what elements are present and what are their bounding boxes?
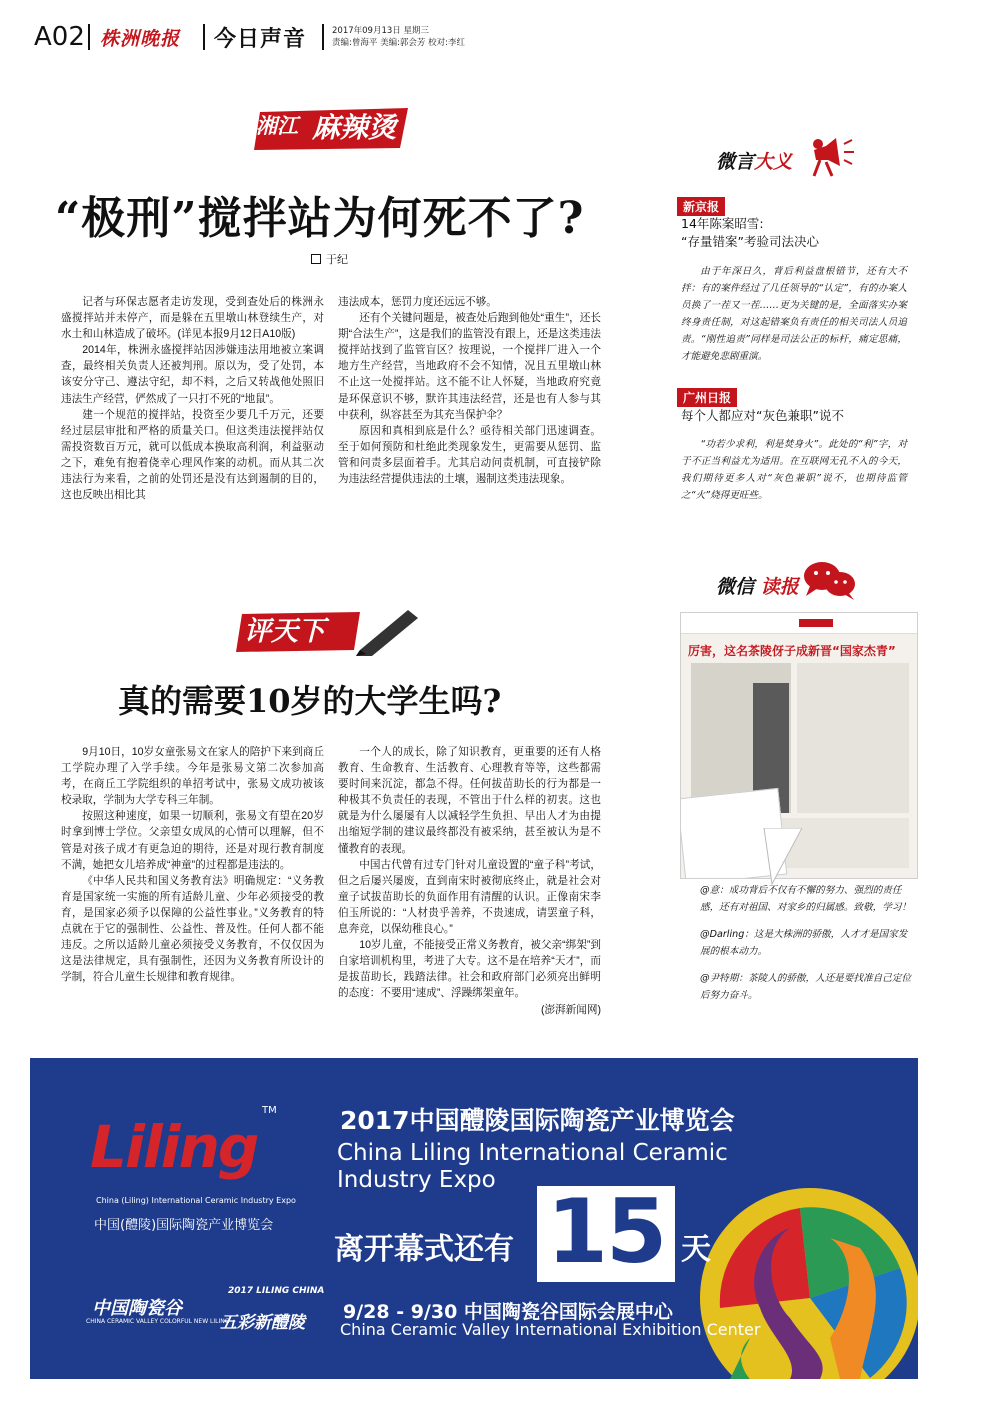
countdown-label: 离开幕式还有 [334, 1232, 514, 1267]
slogan: 五彩新醴陵 [220, 1313, 305, 1333]
reader-comments [700, 882, 912, 1014]
paragraph: 按照这种速度，如果一切顺利，张易文有望在20岁时拿到博士学位。父亲望女成凤的心情可以理解，但不管是对孩子成才有更急迫的期待，还是对现行教育制度不满，她把女儿培养成“神童”的过程都是违法的。 [61, 810, 324, 871]
comment: @意：成功背后不仅有不懈的努力、强烈的责任感，还有对祖国、对家乡的归属感。致敬，学习！ [700, 885, 912, 913]
paragraph: 9月10日，10岁女童张易文在家人的陪护下来到商丘工学院办理了入学手续。今年是张易文第二次参加高考，在商丘工学院组织的单招考试中，张易文成功被该校录取，学制为大学专科三年制。 [61, 746, 324, 807]
sidebar-title-b: 读报 [760, 576, 799, 598]
digest-body: 由于年深日久，背后利益盘根错节，还有大不拌：有的案件经过了几任领导的“认定”，有的办案人员换了一茬又一茬……更为关键的是，全面落实办案终身责任制，对这起错案负有责任的相关司法人员追责。“刚性追责”同样是司法公正的标杆，痛定思痛，才能避免悲剧重演。 [681, 266, 907, 362]
paragraph [338, 937, 601, 1016]
column-label: 评天下 [244, 616, 325, 647]
logo-chinese: 中国(醴陵)国际陶瓷产业博览会 [94, 1218, 274, 1233]
screenshot-tag [799, 619, 833, 627]
source-tag: 新京报 [677, 197, 725, 216]
logo-text: Liling [90, 1113, 258, 1181]
sidebar-title-a: 微言 [716, 151, 755, 173]
screenshot-headline: 厉害，这名茶陵伢子成新晋“国家杰青” [688, 644, 896, 658]
byline [311, 251, 348, 267]
sidebar-title-b: 大义 [754, 151, 793, 173]
countdown-unit: 天 [681, 1232, 711, 1267]
article-source: (澎湃新闻网) [540, 1003, 601, 1016]
paragraph: 一个人的成长，除了知识教育，更重要的还有人格教育、生命教育、生活教育、心理教育等等，这些都需要时间来沉淀，都急不得。任何拔苗助长的行为都是一种极其不负责任的表现，不管出于什么样的初衷。这也就是为什么屡屡有人以减轻学生负担、早出人才为由提出缩短学制的建议最终都没有被采纳，甚至被认为是不懂教育的表现。 [338, 746, 601, 855]
article-title: 真的需要10岁的大学生吗? [118, 682, 502, 720]
sidebar-title [716, 147, 792, 174]
paragraph-text: 10岁儿童，不能接受正常义务教育，被父亲“绑架”到自家培训机构里，考进了大专。这不是在培养“天才”，而是拔苗助长，践踏法律。社会和政府部门必须亮出鲜明的态度：不要用“速成”、浮躁绑架童年。 [338, 939, 601, 1000]
headline-line: “存量错案”考验司法决心 [681, 234, 819, 249]
expo-logo [90, 1113, 257, 1181]
expo-title-zh: 2017中国醴陵国际陶瓷产业博览会 [340, 1106, 735, 1135]
column-label-prefix: 湘江 [256, 114, 298, 138]
comment: @尹特期：茶陵人的骄傲，人还是要找准自己定位后努力奋斗。 [700, 973, 912, 1001]
slogan: 中国陶瓷谷 [92, 1298, 182, 1319]
issue-date: 2017年09月13日 星期三 [332, 26, 429, 36]
headline-line: 14年陈案昭雪: [681, 216, 764, 231]
header-divider [203, 24, 205, 50]
sidebar-title [716, 572, 799, 599]
paragraph: 还有个关键问题是，被查处后跑到他处“重生”，还长期“合法生产”，这是我们的监管没有跟上，还是这类违法搅拌站找到了监管盲区？按理说，一个搅拌厂进入一个地方生产经营，当地政府不会不知情，况且五里墩山林不止这一处搅拌站。这不能不让人怀疑，当地政府究竟是环保意识不够，默许其违法经营，还是也有人参与其中获利，纵容甚至为其充当保护伞？ [338, 312, 601, 421]
paragraph: 中国古代曾有过专门针对儿童设置的“童子科”考试，但之后屡兴屡废，直到南宋时被彻底终止，就是社会对童子试拔苗助长的负面作用有清醒的认识。正像南宋李伯玉所说的：“人材贵乎善养，不贵速成，请罢童子科，息奔竞，以保幼稚良心。” [338, 858, 601, 936]
screenshot-text-block [797, 663, 909, 813]
megaphone-icon [806, 136, 858, 182]
digest-headline [681, 215, 819, 251]
column-label: 麻辣烫 [312, 111, 397, 144]
source-tag: 广州日报 [677, 388, 737, 407]
newspaper-logo: 株洲晚报 [100, 28, 181, 50]
header-divider [322, 24, 324, 50]
digest-headline: 每个人都应对“灰色兼职”说不 [681, 408, 844, 423]
trademark: TM [262, 1105, 277, 1116]
paragraph: 2014年，株洲永盛搅拌站因涉嫌违法用地被立案调查，最终相关负责人还被判刑。原以为，受了处罚，本该安分守己、遵法守纪，却不料，之后又转战他处照旧违法生产经营，俨然成了一只打不死的“地鼠”。 [61, 344, 324, 405]
digest-body: “功若少求利，利是焚身火”。此处的“利”字，对于不正当利益尤为适用。在互联网无孔不入的今天，我们期待更多人对“灰色兼职”说不，也期待监管之“火”烧得更旺些。 [681, 439, 907, 501]
section-title: 今日声音 [214, 27, 307, 52]
expo-dates: 9/28 - 9/30 中国陶瓷谷国际会展中心 [343, 1301, 673, 1323]
article-column [61, 294, 324, 503]
expo-venue: China Ceramic Valley International Exhibition Center [340, 1320, 761, 1339]
article-title: “极刑”搅拌站为何死不了? [55, 193, 585, 244]
paragraph: 违法成本，惩罚力度还远远不够。 [338, 296, 497, 308]
paragraph: 《中华人民共和国义务教育法》明确规定：“义务教育是国家统一实施的所有适龄儿童、少年必须接受的教育，是国家必须予以保障的公益性事业。”义务教育的特点就在于它的强制性、公益性、普及性。任何人都不能违反。之所以适龄儿童必须接受义务教育，不仅仅因为这是法律规定，具有强制性，还因为义务教育所设计的学制，符合儿童生长规律和教育规律。 [61, 874, 324, 984]
logo-english: China (Liling) International Ceramic Industry Expo [96, 1196, 296, 1205]
countdown-number: 15 [546, 1180, 666, 1283]
staff-credits: 责编:曾海平 美编:郭会芳 校对:李红 [332, 38, 465, 48]
sidebar-title-a: 微信 [716, 576, 755, 598]
article-column [338, 744, 601, 1018]
page-number: A02 [34, 22, 85, 52]
square-icon [311, 254, 321, 264]
header-divider [88, 24, 90, 50]
paragraph: 原因和真相到底是什么？亟待相关部门迅速调查。至于如何预防和杜绝此类现象发生，更需要从惩罚、监管和问责多层面着手。尤其启动问责机制，可直接铲除为违法经营提供违法的土壤，遏制这类违法现象。 [338, 424, 601, 486]
expo-title-en: Industry Expo [337, 1167, 496, 1193]
article-column [61, 744, 324, 985]
author: 于纪 [326, 253, 348, 266]
comment: @Darling：这是大株洲的骄傲，人才才是国家发展的根本动力。 [700, 929, 908, 957]
paragraph: 记者与环保志愿者走访发现，受到查处后的株洲永盛搅拌站并未停产，而是躲在五里墩山林登续生产，对水土和山林造成了破坏。(详见本报9月12日A10版) [61, 296, 324, 341]
article-column [338, 294, 601, 487]
slogan-english: CHINA CERAMIC VALLEY COLORFUL NEW LILING [86, 1318, 230, 1325]
expo-title-en: China Liling International Ceramic [337, 1140, 728, 1166]
paragraph: 建一个规范的搅拌站，投资至少要几千万元，还要经过层层审批和严格的质量关口。但这类违法搅拌站仅需投资数百万元，就可以低成本换取高利润，利益驱动之下，难免有抱着侥幸心理风作案的动机。而从其二次违法行为来看，之前的处罚还是没有达到遏制的目的，这也反映出相比其 [61, 408, 324, 502]
chat-bubble-icon [800, 558, 858, 606]
slogan-year: 2017 LILING CHINA [228, 1286, 325, 1296]
pencil-icon [356, 610, 418, 656]
